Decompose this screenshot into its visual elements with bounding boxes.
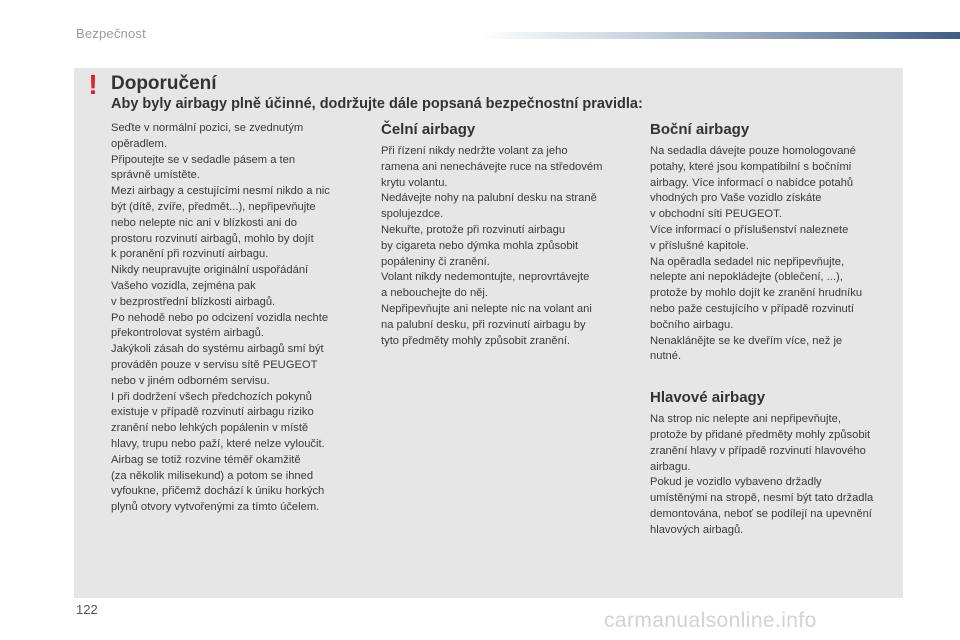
front-airbags-text: Při řízení nikdy nedržte volant za jeho ramena ani nenechávejte ruce na středovém krytu volantu. Nedávejte nohy na palubní desku na straně spolujezdce. Nekuřte, protože při rozvinutí airbagu by cigareta nebo dýmka mohla způsobit popáleniny či zranění. Volant nikdy nedemontujte, neprovrtávejte a nebouchejte do něj. Nepřipevňujte ani nelepte nic na volant ani na palubní desku, při rozvinutí airbagu by tyto předměty mohly způsobit zranění. [381,145,603,347]
curtain-airbags-heading: Hlavové airbagy [650,389,766,407]
exclamation-warning-icon: ! [88,69,98,100]
front-airbags-column [381,121,631,349]
section-title: Bezpečnost [76,26,146,41]
side-airbags-text: Na sedadla dávejte pouze homologované potahy, které jsou kompatibilní s bočními airbagy. Více informací o nabídce potahů vhodných pro Vaše vozidlo získáte v obchodní síti PEUGEOT. Více informací o příslušenství naleznete v příslušné kapitole. Na opěradla sedadel nic nepřipevňujte, nelepte ani nepokládejte (oblečení, ...), protože by mohlo dojít ke zranění hrudníku nebo paže cestujícího v případě rozvinutí bočního airbagu. Nenaklánějte se ke dveřím více, než je nutné. [650,145,863,363]
general-rules-text: Seďte v normální pozici, se zvednutým opěradlem. Připoutejte se v sedadle pásem a ten správně umístěte. Mezi airbagy a cestujícími nesmí nikdo a nic být (dítě, zvíře, předmět...), nepřipevňujte nebo nelepte nic ani v blízkosti ani do prostoru rozvinutí airbagů, mohlo by dojít k poranění při rozvinutí airbagu. Nikdy neupravujte originální uspořádání Vašeho vozidla, zejména pak v bezprostřední blízkosti airbagů. Po nehodě nebo po odcizení vozidla nechte překontrolovat systém airbagů. Jakýkoli zásah do systému airbagů smí být prováděn pouze v servisu sítě PEUGEOT nebo v jiném odborném servisu. I při dodržení všech předchozích pokynů existuje v případě rozvinutí airbagu riziko zranění nebo lehkých popálenin v místě hlavy, trupu nebo paží, které nelze vyloučit. Airbag se totiž rozvine téměř okamžitě (za několik milisekund) a potom se ihned vyfoukne, přičemž dochází k úniku horkých plynů otvory vytvořenými za tímto účelem. [111,122,330,514]
header-gradient-bar [478,32,960,39]
page-number: 122 [76,602,98,617]
box-title: Doporučení [111,73,217,94]
site-watermark: carmanualsonline.info [604,609,817,632]
general-rules-column [111,121,361,516]
box-subtitle: Aby byly airbagy plně účinné, dodržujte dále popsaná bezpečnostní pravidla: [111,96,643,112]
side-airbags-heading: Boční airbagy [650,121,750,138]
side-airbags-column [650,121,900,539]
front-airbags-heading: Čelní airbagy [381,121,476,138]
curtain-airbags-text: Na strop nic nelepte ani nepřipevňujte, protože by přidané předměty mohly způsobit zranění hlavy v případě rozvinutí hlavového airbagu. Pokud je vozidlo vybaveno držadly umístěnými na stropě, nesmí být tato držadla demontována, neboť se podílejí na upevnění hlavových airbagů. [650,413,874,536]
